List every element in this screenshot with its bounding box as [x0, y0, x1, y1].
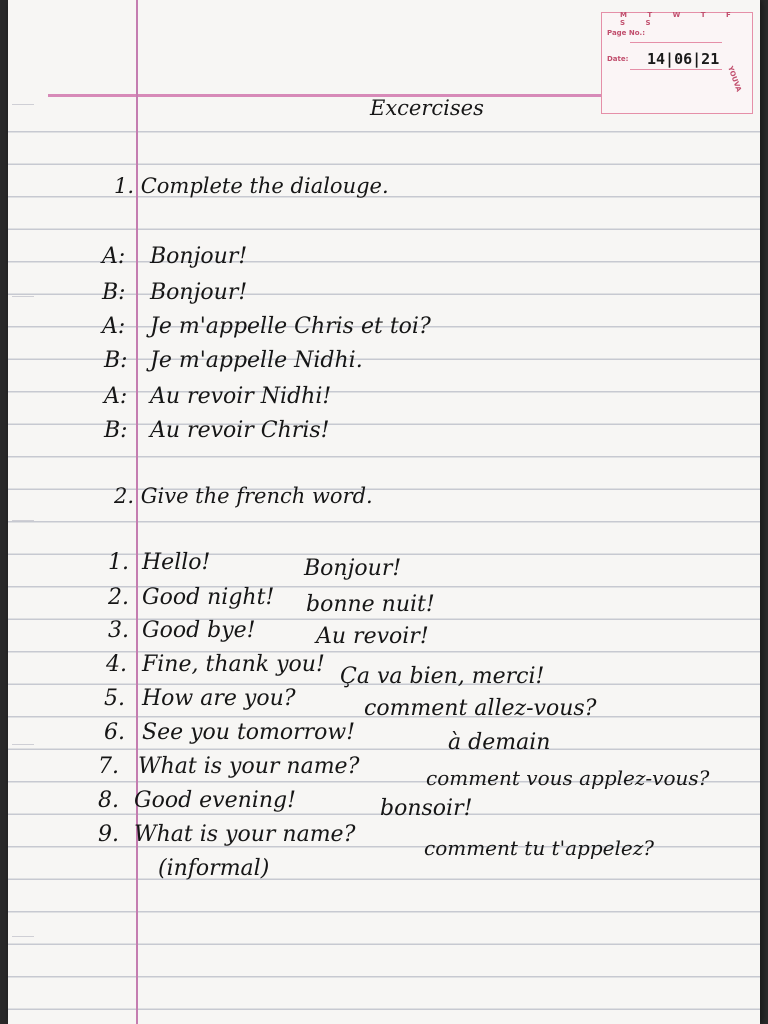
vocab-number: 9.: [98, 822, 119, 847]
vocab-number: 4.: [106, 652, 127, 677]
margin-line: [136, 0, 138, 1024]
dialogue-line: Bonjour!: [150, 280, 248, 305]
vocab-french: bonsoir!: [380, 796, 473, 821]
edge-mark: [12, 296, 34, 297]
dialogue-line: Au revoir Nidhi!: [150, 384, 332, 409]
vocab-number: 5.: [104, 686, 125, 711]
vocab-french: comment allez-vous?: [364, 696, 597, 721]
edge-mark: [12, 936, 34, 937]
vocab-english: How are you?: [142, 686, 296, 711]
brand-logo: YOUVA: [726, 65, 743, 93]
edge-mark: [12, 744, 34, 745]
section-heading-vocabulary: 2. Give the french word.: [114, 484, 373, 508]
vocab-english: See you tomorrow!: [142, 720, 356, 745]
edge-mark: [12, 520, 34, 521]
vocab-note: (informal): [158, 856, 270, 881]
vocab-english: Fine, thank you!: [142, 652, 325, 677]
notebook-page: [8, 0, 760, 1024]
vocab-english: Good night!: [142, 585, 275, 610]
dialogue-speaker: B:: [104, 348, 128, 373]
vocab-number: 6.: [104, 720, 125, 745]
vocab-english: Good bye!: [142, 618, 256, 643]
dialogue-speaker: A:: [104, 384, 128, 409]
date-line: [630, 69, 722, 70]
dialogue-line: Je m'appelle Chris et toi?: [150, 314, 431, 339]
vocab-number: 7.: [98, 754, 119, 779]
dialogue-line: Bonjour!: [150, 244, 248, 269]
vocab-french: bonne nuit!: [306, 592, 435, 617]
vocab-number: 3.: [108, 618, 129, 643]
vocab-number: 8.: [98, 788, 119, 813]
vocab-french: comment vous applez-vous?: [426, 766, 710, 790]
edge-mark: [12, 104, 34, 105]
dialogue-speaker: B:: [104, 418, 128, 443]
vocab-number: 1.: [108, 550, 129, 575]
vocab-english: What is your name?: [138, 754, 360, 779]
vocab-french: Au revoir!: [316, 624, 429, 649]
page-number-label: Page No.:: [607, 29, 645, 37]
vocab-french: comment tu t'appelez?: [424, 836, 654, 860]
vocab-number: 2.: [108, 585, 129, 610]
weekday-row: M T W T F S S: [620, 11, 740, 27]
dialogue-speaker: A:: [102, 244, 126, 269]
vocab-english: What is your name?: [134, 822, 356, 847]
vocab-french: Ça va bien, merci!: [340, 664, 545, 689]
date-value: 14|06|21: [647, 50, 720, 68]
dialogue-line: Je m'appelle Nidhi.: [150, 348, 363, 373]
page-number-line: [630, 42, 722, 43]
vocab-french: à demain: [448, 730, 551, 755]
dialogue-line: Au revoir Chris!: [150, 418, 330, 443]
vocab-english: Good evening!: [134, 788, 296, 813]
vocab-french: Bonjour!: [304, 556, 402, 581]
vocab-english: Hello!: [142, 550, 211, 575]
section-heading-dialogue: 1. Complete the dialouge.: [114, 174, 389, 198]
dialogue-speaker: B:: [102, 280, 126, 305]
date-label: Date:: [607, 55, 629, 63]
page-title: Excercises: [370, 96, 484, 120]
page-date-box: [601, 12, 753, 114]
dialogue-speaker: A:: [102, 314, 126, 339]
